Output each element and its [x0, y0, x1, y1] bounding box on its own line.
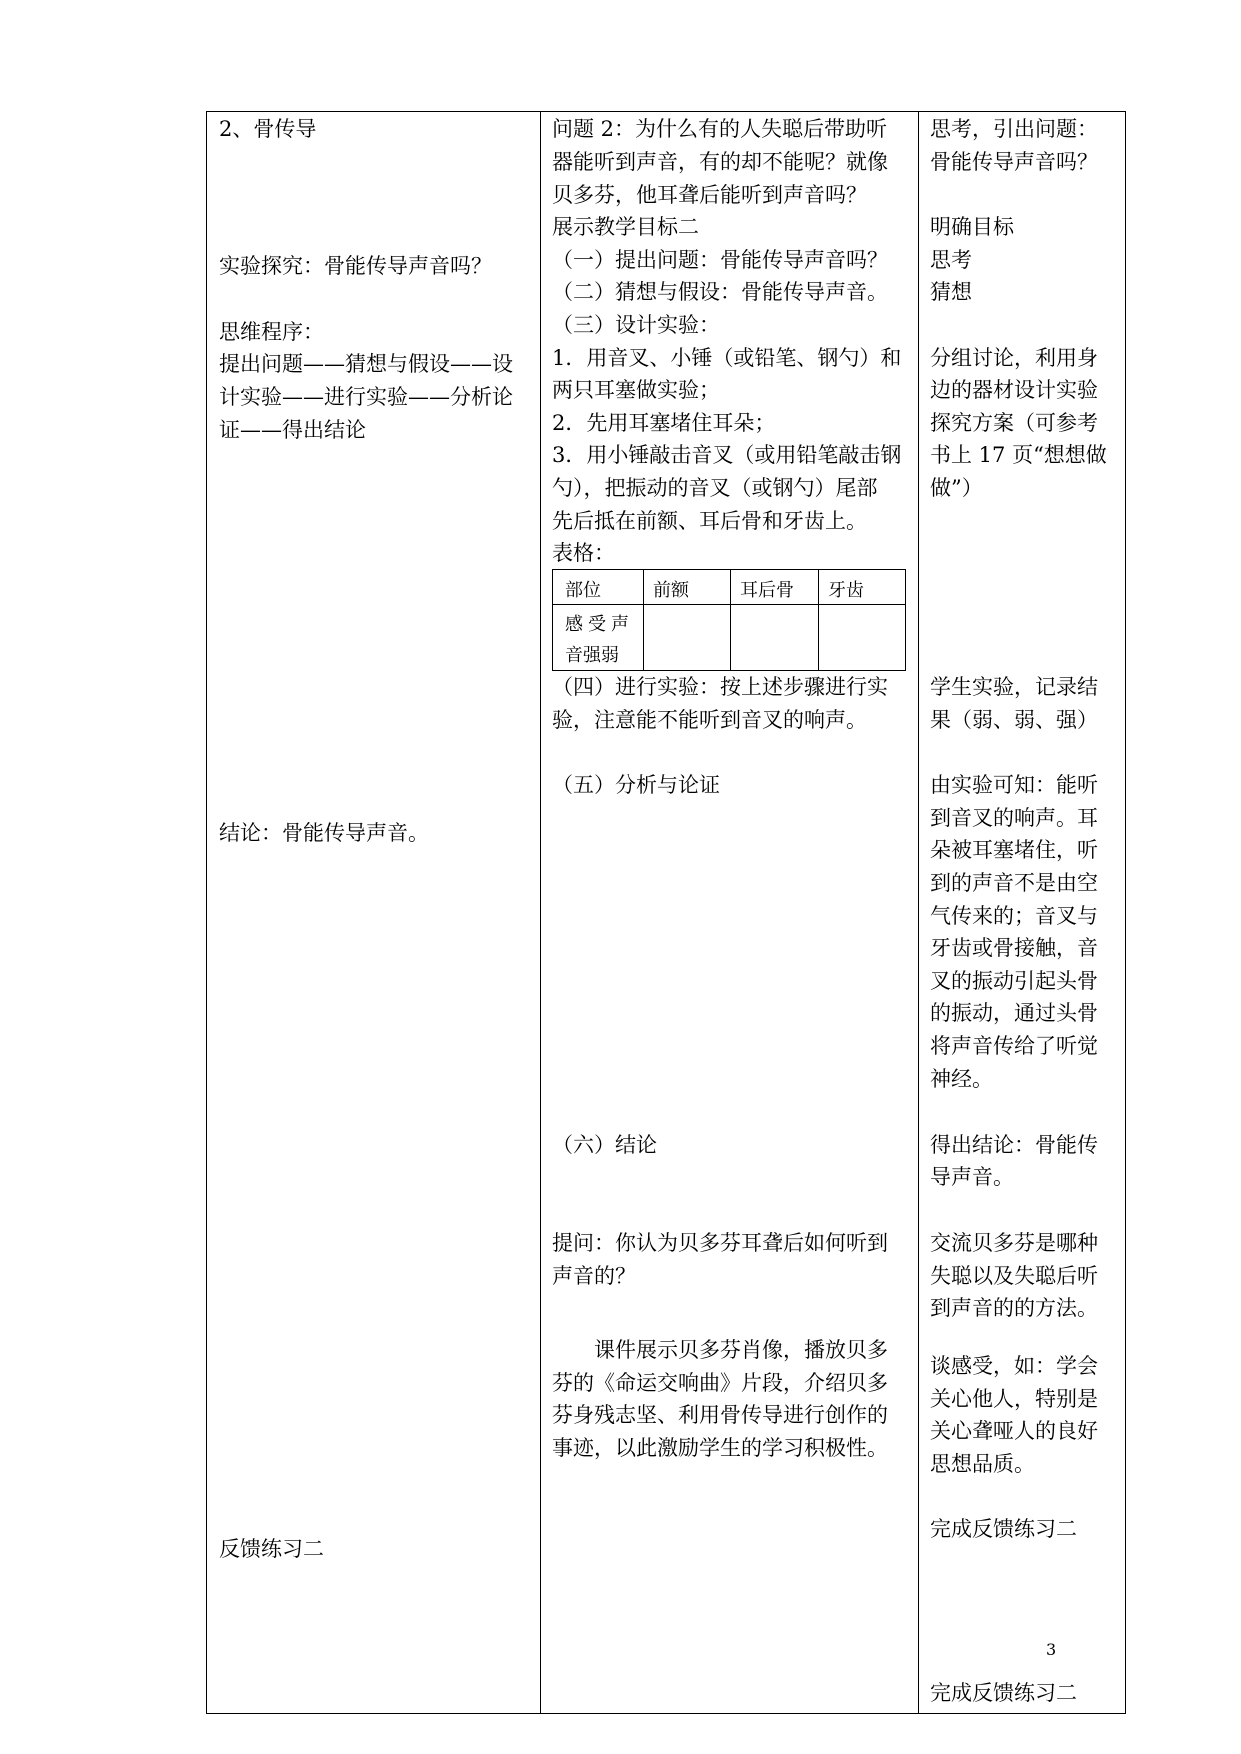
- right-line: 做”）: [930, 476, 983, 500]
- mid-line: 2．先用耳塞堵住耳朵；: [552, 411, 776, 435]
- record-table-header: 耳后骨: [740, 580, 794, 601]
- section-heading: 2、骨传导: [219, 117, 317, 141]
- procedure-line: 计实验——进行实验——分析论: [219, 385, 513, 409]
- mid-line: 3．用小锤敲击音叉（或用铅笔敲击钢: [552, 443, 902, 467]
- right-line: 探究方案（可参考: [930, 411, 1098, 435]
- right-line: 明确目标: [930, 215, 1014, 239]
- right-line: 边的器材设计实验: [930, 378, 1098, 402]
- record-table-header: 前额: [653, 580, 689, 601]
- procedure-line: 提出问题——猜想与假设——设: [219, 352, 513, 376]
- conclusion-text: 结论：骨能传导声音。: [219, 821, 429, 845]
- page-number: 3: [1046, 1640, 1057, 1659]
- mid-line: 展示教学目标二: [552, 215, 699, 239]
- mid-line: 1．用音叉、小锤（或铅笔、钢勺）和: [552, 346, 902, 370]
- mid-line: 两只耳塞做实验；: [552, 378, 720, 402]
- mid-line: 问题 2：为什么有的人失聪后带助听: [552, 117, 888, 141]
- record-table: [552, 569, 906, 671]
- mid-line: 勺），把振动的音叉（或钢勺）尾部: [552, 476, 878, 500]
- question-line: 声音的？: [552, 1264, 636, 1288]
- right-line: 神经。: [930, 1067, 993, 1091]
- record-table-header: 牙齿: [828, 580, 864, 601]
- record-table-divider: [643, 570, 644, 670]
- mid-line: （一）提出问题：骨能传导声音吗？: [552, 248, 888, 272]
- mid-line: 先后抵在前额、耳后骨和牙齿上。: [552, 509, 867, 533]
- right-line: 关心聋哑人的良好: [930, 1419, 1098, 1443]
- right-line: 分组讨论，利用身: [930, 346, 1098, 370]
- record-table-divider: [818, 570, 819, 670]
- right-line: 思考，引出问题：: [930, 117, 1098, 141]
- right-line: 交流贝多芬是哪种: [930, 1231, 1098, 1255]
- right-line: 到声音的的方法。: [930, 1296, 1098, 1320]
- right-line: 朵被耳塞堵住，听: [930, 838, 1098, 862]
- right-line: 得出结论：骨能传: [930, 1133, 1098, 1157]
- right-line: 学生实验，记录结: [930, 675, 1098, 699]
- procedure-title: 思维程序：: [219, 320, 324, 344]
- right-line: 完成反馈练习二: [930, 1517, 1077, 1541]
- right-line: 果（弱、弱、强）: [930, 708, 1098, 732]
- record-table-row-label: 音强弱: [565, 645, 619, 666]
- right-line: 到的声音不是由空: [930, 871, 1098, 895]
- analysis-step: （五）分析与论证: [552, 773, 720, 797]
- courseware-line: 课件展示贝多芬肖像，播放贝多: [594, 1338, 888, 1362]
- right-line: 到音叉的响声。耳: [930, 806, 1098, 830]
- right-line: 关心他人，特别是: [930, 1387, 1098, 1411]
- right-line: 牙齿或骨接触，音: [930, 936, 1098, 960]
- right-line: 完成反馈练习二: [930, 1681, 1077, 1705]
- experiment-title: 实验探究：骨能传导声音吗？: [219, 254, 492, 278]
- mid-line: 器能听到声音，有的却不能呢？就像: [552, 150, 888, 174]
- right-line: 失聪以及失聪后听: [930, 1264, 1098, 1288]
- right-line: 叉的振动引起头骨: [930, 969, 1098, 993]
- right-line: 思考: [930, 248, 972, 272]
- column-divider-1: [540, 111, 541, 1714]
- right-line: 思想品质。: [930, 1452, 1035, 1476]
- conclusion-step: （六）结论: [552, 1133, 657, 1157]
- mid-line: 贝多芬，他耳聋后能听到声音吗？: [552, 183, 867, 207]
- right-line: 将声音传给了听觉: [930, 1034, 1098, 1058]
- mid-line: 表格：: [552, 541, 615, 565]
- right-line: 书上 17 页“想想做: [930, 443, 1107, 467]
- courseware-line: 芬身残志坚、利用骨传导进行创作的: [552, 1403, 888, 1427]
- right-line: 由实验可知：能听: [930, 773, 1098, 797]
- courseware-line: 芬的《命运交响曲》片段，介绍贝多: [552, 1371, 888, 1395]
- courseware-line: 事迹，以此激励学生的学习积极性。: [552, 1436, 888, 1460]
- right-line: 气传来的；音叉与: [930, 904, 1098, 928]
- mid-line: 验，注意能不能听到音叉的响声。: [552, 708, 867, 732]
- record-table-divider: [730, 570, 731, 670]
- mid-line: （四）进行实验：按上述步骤进行实: [552, 675, 888, 699]
- record-table-header: 部位: [565, 580, 601, 601]
- procedure-line: 证——得出结论: [219, 418, 366, 442]
- right-line: 谈感受，如：学会: [930, 1354, 1098, 1378]
- mid-line: （二）猜想与假设：骨能传导声音。: [552, 280, 888, 304]
- question-line: 提问：你认为贝多芬耳聋后如何听到: [552, 1231, 888, 1255]
- record-table-divider: [553, 604, 905, 605]
- record-table-row-label: 感受声: [565, 614, 634, 635]
- right-line: 导声音。: [930, 1165, 1014, 1189]
- right-line: 猜想: [930, 280, 972, 304]
- right-line: 骨能传导声音吗？: [930, 150, 1098, 174]
- feedback-label: 反馈练习二: [219, 1537, 324, 1561]
- mid-line: （三）设计实验：: [552, 313, 720, 337]
- right-line: 的振动，通过头骨: [930, 1001, 1098, 1025]
- column-divider-2: [918, 111, 919, 1714]
